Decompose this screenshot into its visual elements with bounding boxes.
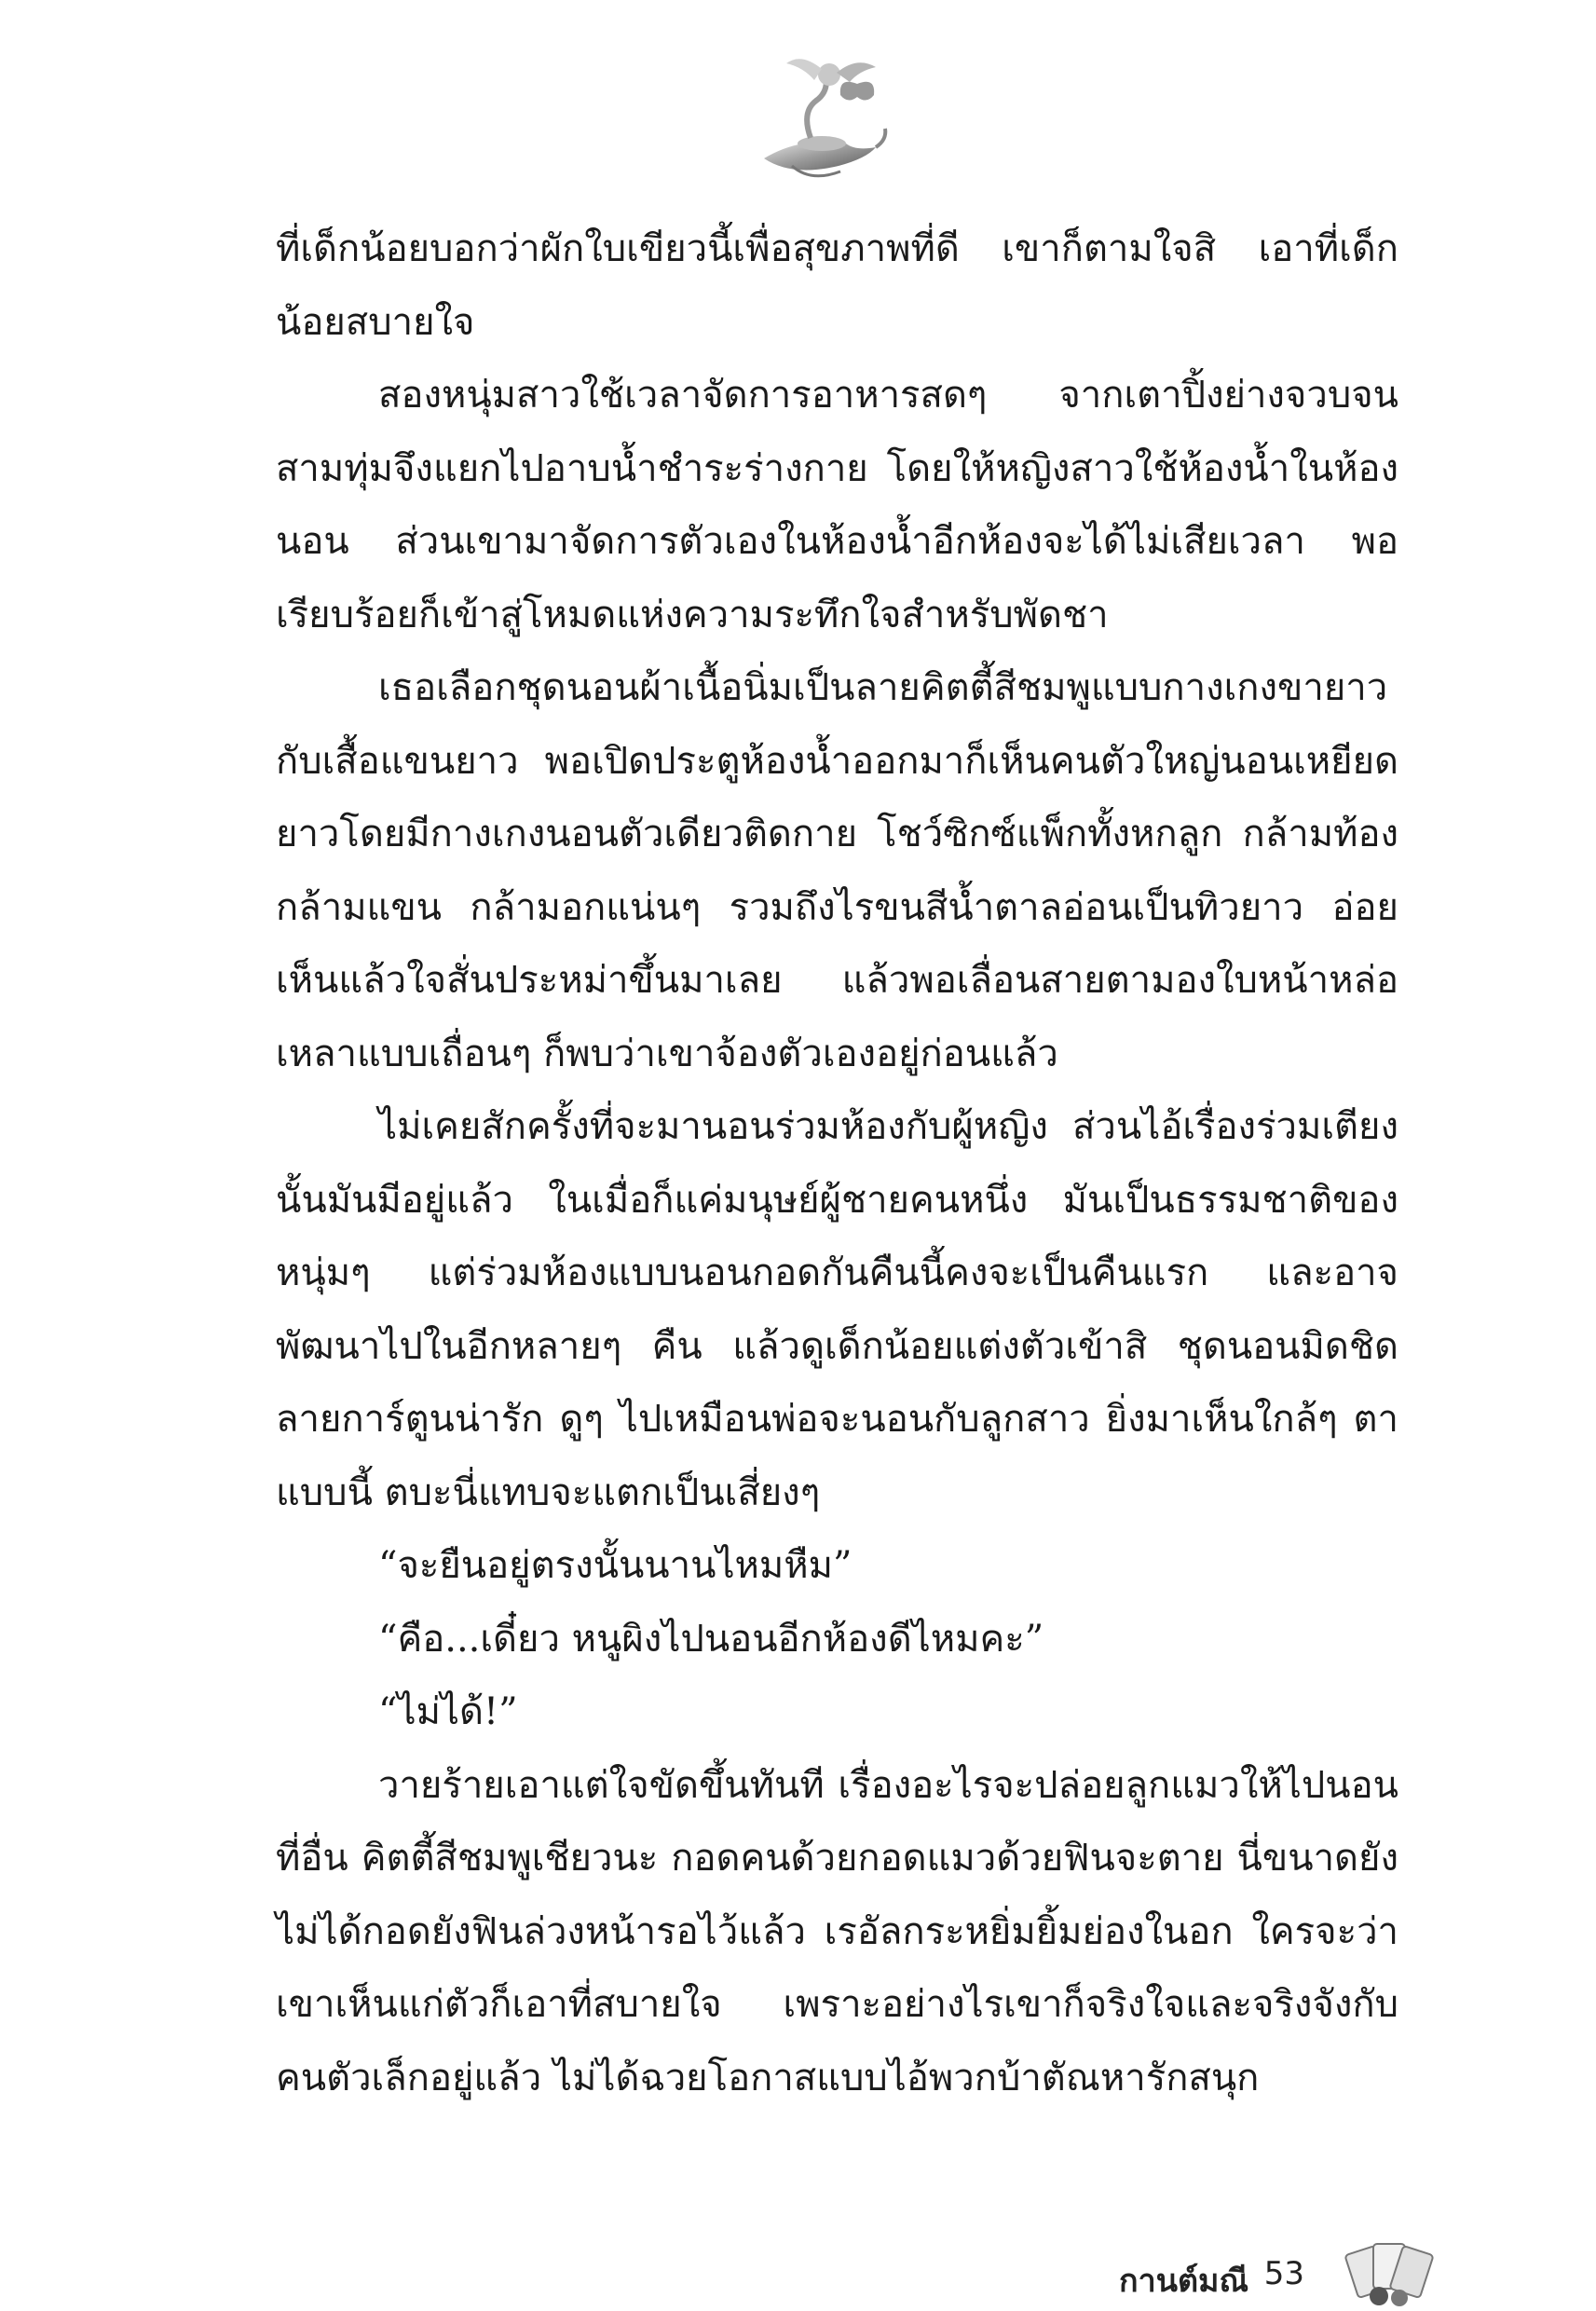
paragraph-1: ที่เด็กน้อยบอกว่าผักใบเขียวนี้เพื่อสุขภาพที่ดี เขาก็ตามใจสิ เอาที่เด็กน้อยสบายใจ	[276, 227, 1398, 344]
dialogue-line-1: “จะยืนอยู่ตรงนั้นนานไหมหืม”	[378, 1544, 853, 1587]
dialogue-line-3: “ไม่ได้!”	[378, 1690, 518, 1733]
paragraph-3: เธอเลือกชุดนอนผ้าเนื้อนิ่มเป็นลายคิตตี้สีชมพูแบบกางเกงขายาวกับเสื้อแขนยาว พอเปิดประตูห้องน้ำออกมาก็เห็นคนตัวใหญ่นอนเหยียดยาวโดยมีกางเกงนอนตัวเดียวติดกาย โชว์ซิกซ์แพ็กทั้งหกลูก กล้ามท้อง กล้ามแขน กล้ามอกแน่นๆ รวมถึงไรขนสีน้ำตาลอ่อนเป็นทิวยาว อ่อย เห็นแล้วใจสั่นประหม่าขึ้นมาเลย แล้วพอเลื่อนสายตามองใบหน้าหล่อเหลาแบบเถื่อนๆ ก็พบว่าเขาจ้องตัวเองอยู่ก่อนแล้ว	[276, 666, 1398, 1075]
page-footer	[1071, 2255, 1444, 2311]
paragraph-4: ไม่เคยสักครั้งที่จะมานอนร่วมห้องกับผู้หญิง ส่วนไอ้เรื่องร่วมเตียงนั้นมันมีอยู่แล้ว ในเมื่อก็แค่มนุษย์ผู้ชายคนหนึ่ง มันเป็นธรรมชาติของหนุ่มๆ แต่ร่วมห้องแบบนอนกอดกันคืนนี้คงจะเป็นคืนแรก และอาจพัฒนาไปในอีกหลายๆ คืน แล้วดูเด็กน้อยแต่งตัวเข้าสิ ชุดนอนมิดชิดลายการ์ตูนน่ารัก ดูๆ ไปเหมือนพ่อจะนอนกับลูกสาว ยิ่งมาเห็นใกล้ๆ ตาแบบนี้ ตบะนี่แทบจะแตกเป็นเสี่ยงๆ	[276, 1105, 1398, 1514]
paragraph-5: วายร้ายเอาแต่ใจขัดขึ้นทันที เรื่องอะไรจะปล่อยลูกแมวให้ไปนอนที่อื่น คิตตี้สีชมพูเชียวนะ กอดคนด้วยกอดแมวด้วยฟินจะตาย นี่ขนาดยังไม่ได้กอดยังฟินล่วงหน้ารอไว้แล้ว เรอัลกระหยิ่มยิ้มย่องในอก ใครจะว่าเขาเห็นแก่ตัวก็เอาที่สบายใจ เพราะอย่างไรเขาก็จริงใจและจริงจังกับคนตัวเล็กอยู่แล้ว ไม่ได้ฉวยโอกาสแบบไอ้พวกบ้าตัณหารักสนุก	[276, 1763, 1398, 2099]
chapter-body	[276, 212, 1398, 2114]
page-number: 53	[1263, 2255, 1304, 2292]
paragraph-2: สองหนุ่มสาวใช้เวลาจัดการอาหารสดๆ จากเตาปิ้งย่างจวบจนสามทุ่มจึงแยกไปอาบน้ำชำระร่างกาย โดยให้หญิงสาวใช้ห้องน้ำในห้องนอน ส่วนเขามาจัดการตัวเองในห้องน้ำอีกห้องจะได้ไม่เสียเวลา พอเรียบร้อยก็เข้าสู่โหมดแห่งความระทึกใจสำหรับพัดชา	[276, 374, 1398, 636]
book-title: กานต์มณี	[1119, 2263, 1248, 2300]
playing-cards-dice-icon	[1332, 2236, 1444, 2311]
genie-lamp-with-cupid-icon	[736, 47, 894, 186]
dialogue-line-2: “คือ...เดี๋ยว หนูผิงไปนอนอีกห้องดีไหมคะ”	[378, 1617, 1044, 1661]
